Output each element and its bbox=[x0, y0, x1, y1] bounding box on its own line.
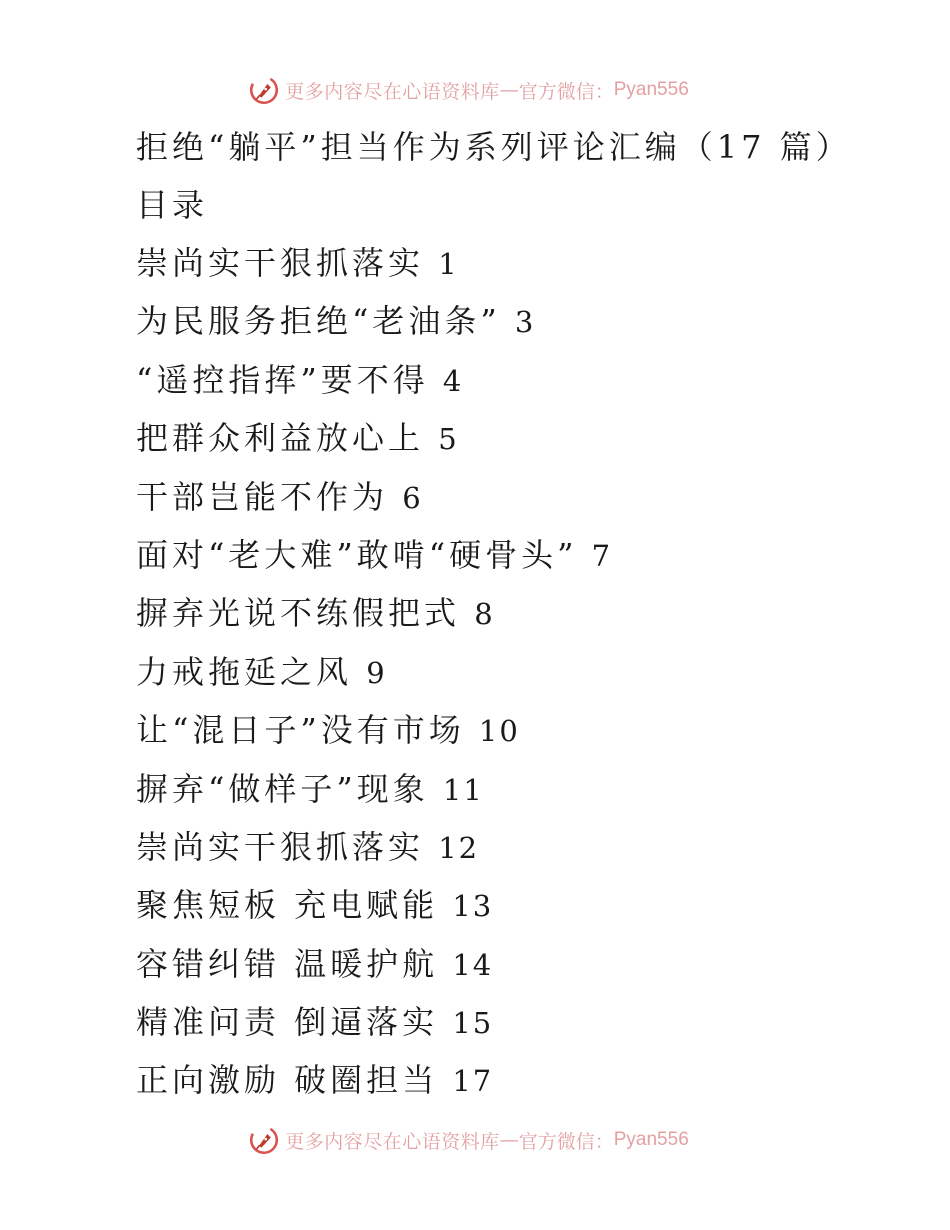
toc-item bbox=[136, 468, 916, 526]
watermark-text: 更多内容尽在心语资料库 bbox=[285, 80, 500, 103]
document-body bbox=[136, 118, 916, 1110]
toc-item bbox=[136, 351, 916, 409]
toc-item-page: 4 bbox=[442, 363, 464, 398]
toc-item-page: 12 bbox=[438, 830, 480, 865]
footer-watermark bbox=[0, 1120, 950, 1160]
toc-item bbox=[136, 584, 916, 642]
toc-item-title: 容错纠错 温暖护航 bbox=[136, 944, 453, 983]
table-of-contents bbox=[136, 234, 916, 1110]
watermark-wechat-id: Pyan556 bbox=[613, 1129, 689, 1150]
toc-item bbox=[136, 935, 916, 993]
toc-item-title: 崇尚实干狠抓落实 bbox=[136, 827, 439, 866]
toc-item-title: 聚焦短板 充电赋能 bbox=[136, 886, 453, 925]
pen-nib-swirl-icon bbox=[247, 1123, 281, 1157]
toc-item-title: “遥控指挥”要不得 bbox=[136, 360, 443, 399]
toc-item-page: 8 bbox=[474, 597, 495, 632]
document-title: 拒绝“躺平”担当作为系列评论汇编（17 篇） bbox=[136, 128, 852, 166]
toc-item-page: 17 bbox=[452, 1064, 494, 1099]
toc-item-title: 摒弃光说不练假把式 bbox=[136, 594, 475, 633]
toc-item bbox=[136, 643, 916, 701]
watermark-separator: — bbox=[499, 1129, 519, 1151]
toc-item bbox=[136, 760, 916, 818]
watermark-wechat-label: 官方微信： bbox=[518, 1130, 614, 1153]
toc-item-page: 9 bbox=[366, 655, 387, 690]
watermark-text: 更多内容尽在心语资料库 bbox=[285, 1130, 500, 1153]
toc-item bbox=[136, 1051, 916, 1109]
toc-item-title: 正向激励 破圈担当 bbox=[136, 1061, 453, 1100]
toc-item-title: 把群众利益放心上 bbox=[136, 419, 439, 458]
toc-item bbox=[136, 234, 916, 292]
toc-item bbox=[136, 701, 916, 759]
toc-item-page: 11 bbox=[442, 772, 484, 807]
toc-item bbox=[136, 292, 916, 350]
toc-item-page: 5 bbox=[438, 422, 459, 457]
toc-item bbox=[136, 526, 916, 584]
toc-item-title: 为民服务拒绝“老油条” bbox=[136, 302, 515, 341]
header-watermark bbox=[0, 70, 950, 110]
toc-item-page: 6 bbox=[402, 480, 423, 515]
toc-item bbox=[136, 818, 916, 876]
toc-item-title: 精准问责 倒逼落实 bbox=[136, 1003, 453, 1042]
toc-item-page: 10 bbox=[478, 714, 520, 749]
toc-item-page: 1 bbox=[438, 247, 459, 281]
watermark-wechat-label: 官方微信： bbox=[518, 80, 614, 103]
toc-item bbox=[136, 876, 916, 934]
pen-nib-swirl-icon bbox=[247, 73, 281, 107]
toc-item-title: 力戒拖延之风 bbox=[136, 652, 367, 691]
watermark-separator: — bbox=[499, 79, 519, 101]
toc-item bbox=[136, 409, 916, 467]
watermark-wechat-id: Pyan556 bbox=[613, 79, 689, 100]
toc-item-page: 13 bbox=[452, 889, 494, 924]
toc-item-title: 崇尚实干狠抓落实 bbox=[136, 244, 439, 282]
toc-item-title: 让“混日子”没有市场 bbox=[136, 711, 479, 750]
toc-item-title: 干部岂能不作为 bbox=[136, 477, 403, 516]
toc-item bbox=[136, 993, 916, 1051]
toc-heading: 目录 bbox=[136, 186, 209, 224]
toc-item-page: 3 bbox=[514, 305, 536, 340]
toc-item-page: 7 bbox=[591, 538, 613, 573]
toc-item-title: 面对“老大难”敢啃“硬骨头” bbox=[136, 535, 592, 574]
toc-item-page: 14 bbox=[452, 947, 494, 982]
toc-item-page: 15 bbox=[452, 1006, 494, 1041]
toc-item-title: 摒弃“做样子”现象 bbox=[136, 769, 443, 808]
